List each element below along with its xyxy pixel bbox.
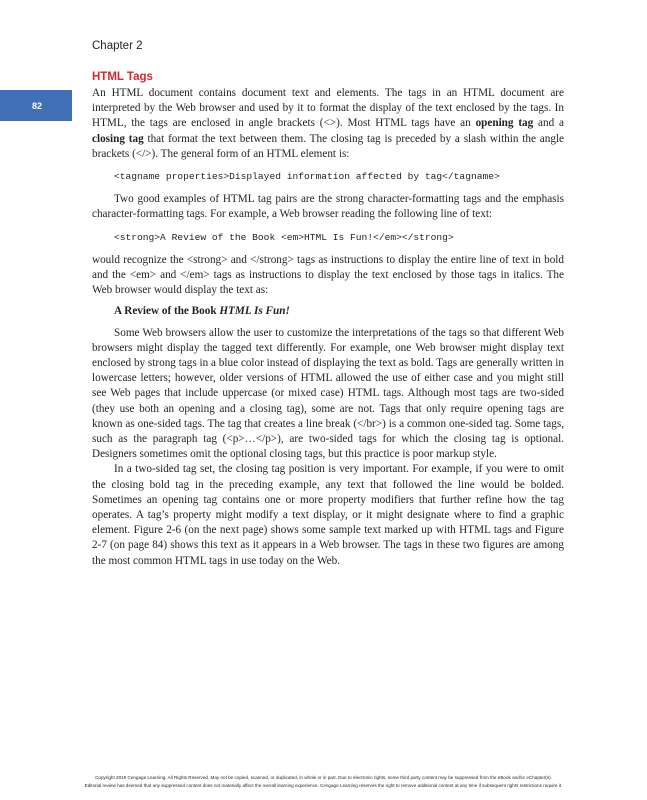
rendered-example [114, 304, 564, 319]
chapter-label: Chapter 2 [92, 40, 143, 52]
copyright-footer-line-2: Editorial review has deemed that any suppressed content does not materially affect the overall learning experience. Cengage Learning reserves the right to remove additional content at any time if subsequent rights restrictions require it. [84, 783, 563, 788]
copyright-footer-line-1: Copyright 2015 Cengage Learning. All Rights Reserved. May not be copied, scanned, or duplicated, in whole or in part. Due to electronic rights, some third party content may be suppressed from the eBook and/or eChapter(s). [95, 775, 552, 780]
code-example-general-form: <tagname properties>Displayed information affected by tag</tagname> [114, 171, 500, 183]
paragraph-examples: Two good examples of HTML tag pairs are the strong character-formatting tags and the emphasis character-formatting tags. For example, a Web browser reading the following line of text: [92, 193, 564, 221]
intro-text-c: and a [533, 117, 565, 130]
term-closing-tag: closing tag [92, 132, 144, 145]
paragraph-browsers: Some Web browsers allow the user to customize the interpretations of the tags so that different Web browsers might display the tagged text differently. For example, one Web browser might display text enclosed by strong tags in a blue color instead of displaying the text as bold. Tags are generally written in lowercase letters; however, older versions of HTML allowed the use of either case and you might still see Web pages that include uppercase (or mixed case) HTML tags. Although most tags are two-sided (they use both an opening and a closing tag), some are not. Tags that only require opening tags are known as one-sided tags. The tag that creates a line break (</br>) is a common one-sided tag. Some tags, such as the paragraph tag (<p>…</p>), are two-sided tags for which the closing tag is optional. Designers sometimes omit the optional closing tags, but this practice is poor markup style. [92, 326, 564, 461]
main-content [92, 70, 564, 569]
page-number: 82 [31, 100, 42, 111]
page-number-tab [0, 90, 72, 121]
intro-text-a: An HTML document contains document text and elements. The tags in an HTML document are interpreted by the Web browser and used by it to format the display of the text enclosed by the tags. In HTML, the tags are enclosed in angle brackets (<>). Most HTML tags have an [92, 87, 564, 130]
paragraph-intro [92, 86, 564, 162]
rendered-example-plain: A Review of the Book [114, 305, 220, 318]
paragraph-two-sided: In a two-sided tag set, the closing tag position is very important. For example, if you were to omit the closing bold tag in the preceding example, any text that followed the line would be bolded. Sometimes an opening tag contains one or more property modifiers that further refine how the tag operates. A tag’s property might modify a text display, or it might designate where to find a graphic element. Figure 2-6 (on the next page) shows some sample text marked up with HTML tags and Figure 2-7 (on page 84) shows this text as it appears in a Web browser. The tags in these two figures are among the most common HTML tags in use today on the Web. [92, 463, 564, 567]
intro-text-e: that format the text between them. The closing tag is preceded by a slash within the angle brackets (</>). The general form of an HTML element is: [92, 132, 564, 160]
term-opening-tag: opening tag [475, 117, 534, 130]
rendered-example-italic: HTML Is Fun! [219, 305, 290, 318]
paragraph-recognize: would recognize the <strong> and </strong> tags as instructions to display the entire line of text in bold and the <em> and </em> tags as instructions to display the text enclosed by those tags in italics. The Web browser would display the text as: [92, 253, 564, 297]
code-example-strong-em: <strong>A Review of the Book <em>HTML Is Fun!</em></strong> [114, 231, 454, 243]
section-title: HTML Tags [92, 71, 153, 83]
